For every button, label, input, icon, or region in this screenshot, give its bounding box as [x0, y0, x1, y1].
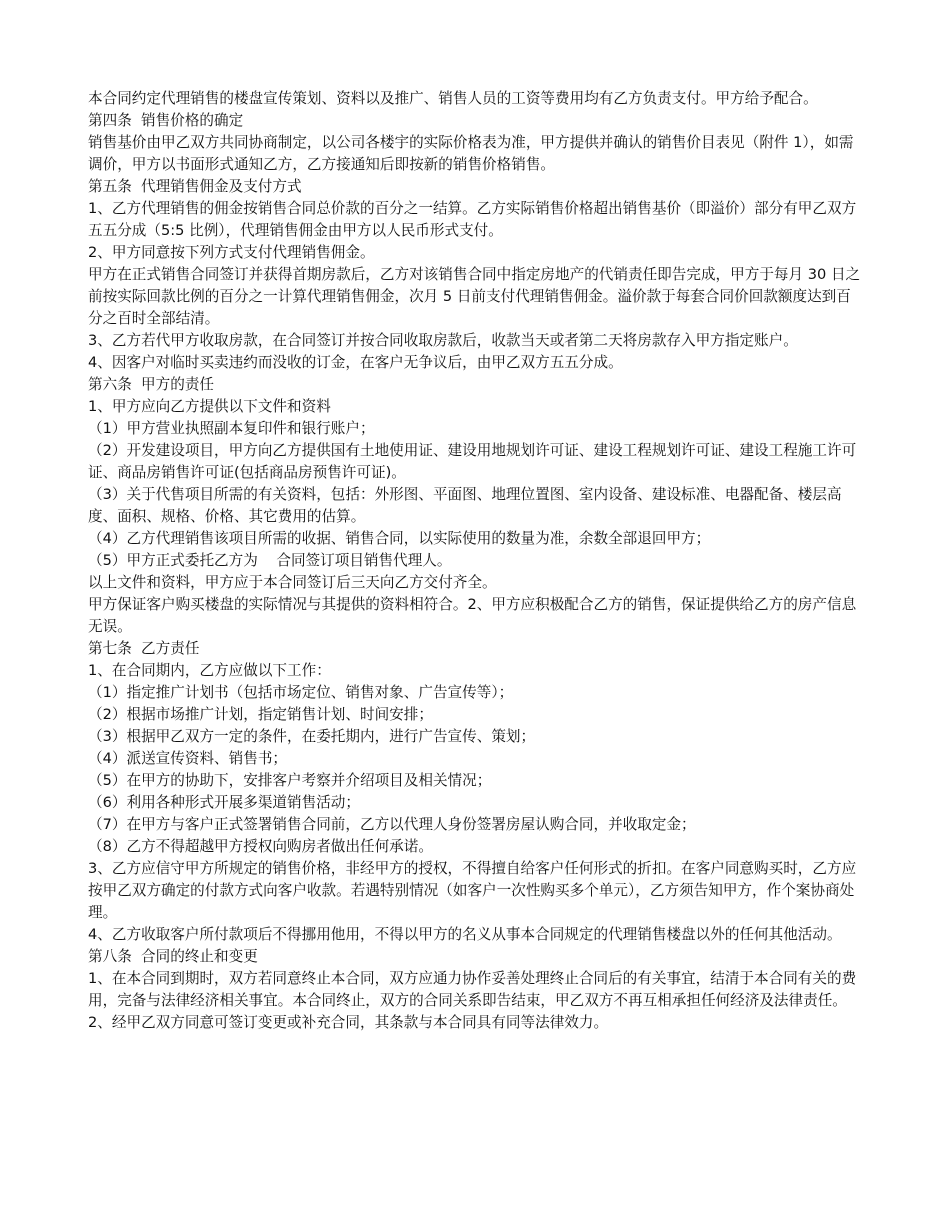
paragraph-forfeited-deposit: 4、因客户对临时买卖违约而没收的订金，在客户无争议后，由甲乙双方五五分成。 [88, 354, 623, 371]
paragraph-amendment: 2、经甲乙双方同意可签订变更或补充合同，其条款与本合同具有同等法律效力。 [88, 1014, 609, 1031]
list-item-no-promises: （8）乙方不得超越甲方授权向购房者做出任何承诺。 [88, 838, 433, 855]
list-item-receipts: （4）乙方代理销售该项目所需的收据、销售合同，以实际使用的数量为准，余数全部退回甲方； [88, 530, 711, 547]
heading-article-4: 第四条 销售价格的确定 [88, 112, 244, 129]
paragraph-party-b-work: 1、在合同期内，乙方应做以下工作： [88, 662, 331, 679]
heading-article-6: 第六条 甲方的责任 [88, 376, 215, 393]
paragraph-guarantee: 甲方保证客户购买楼盘的实际情况与其提供的资料相符合。2、甲方应积极配合乙方的销售，保证提供给乙方的房产信息无误。 [88, 596, 857, 635]
heading-article-5: 第五条 代理销售佣金及支付方式 [88, 178, 302, 195]
heading-article-7: 第七条 乙方责任 [88, 640, 200, 657]
paragraph-payment-schedule: 甲方在正式销售合同签订并获得首期房款后，乙方对该销售合同中指定房地产的代销责任即告完成，甲方于每月 30 日之前按实际回款比例的百分之一计算代理销售佣金，次月 5 日前支付代理销售佣金。溢价款于每套合同价回款额度达到百分之百时全部结清。 [88, 266, 861, 327]
list-item-permits: （2）开发建设项目，甲方向乙方提供国有土地使用证、建设用地规划许可证、建设工程规划许可证、建设工程施工许可证、商品房销售许可证(包括商品房预售许可证)。 [88, 442, 857, 481]
list-item-sales-plan: （2）根据市场推广计划，指定销售计划、时间安排； [88, 706, 433, 723]
paragraph-delivery-deadline: 以上文件和资料，甲方应于本合同签订后三天向乙方交付齐全。 [88, 574, 497, 591]
paragraph-base-price: 销售基价由甲乙双方共同协商制定，以公司各楼宇的实际价格表为准，甲方提供并确认的销售价目表见（附件 1），如需调价，甲方以书面形式通知乙方，乙方接通知后即按新的销售价格销售。 [88, 134, 854, 173]
paragraph-party-a-documents: 1、甲方应向乙方提供以下文件和资料 [88, 398, 331, 415]
paragraph-termination: 1、在本合同到期时，双方若同意终止本合同，双方应通力协作妥善处理终止合同后的有关事宜，结清于本合同有关的费用，完备与法律经济相关事宜。本合同终止，双方的合同关系即告结束，甲乙双方不再互相承担任何经济及法律责任。 [88, 970, 857, 1009]
paragraph-commission-rate: 1、乙方代理销售的佣金按销售合同总价款的百分之一结算。乙方实际销售价格超出销售基价（即溢价）部分有甲乙双方五五分成（5:5 比例），代理销售佣金由甲方以人民币形式支付。 [88, 200, 857, 239]
heading-article-8: 第八条 合同的终止和变更 [88, 948, 258, 965]
list-item-license: （1）甲方营业执照副本复印件和银行账户； [88, 420, 375, 437]
list-item-appointment: （5）甲方正式委托乙方为 合同签订项目销售代理人。 [88, 552, 452, 569]
list-item-promotion-plan: （1）指定推广计划书（包括市场定位、销售对象、广告宣传等）； [88, 684, 514, 701]
paragraph-price-compliance: 3、乙方应信守甲方所规定的销售价格，非经甲方的授权，不得擅自给客户任何形式的折扣。在客户同意购买时，乙方应按甲乙双方确定的付款方式向客户收款。若遇特别情况（如客户一次性购买多个单元），乙方须告知甲方，作个案协商处理。 [88, 860, 857, 921]
list-item-subscription-contract: （7）在甲方与客户正式签署销售合同前，乙方以代理人身份签署房屋认购合同，并收取定金； [88, 816, 696, 833]
document-page [88, 88, 863, 1034]
list-item-materials-delivery: （4）派送宣传资料、销售书； [88, 750, 288, 767]
paragraph-collect-payment: 3、乙方若代甲方收取房款，在合同签订并按合同收取房款后，收款当天或者第二天将房款存入甲方指定账户。 [88, 332, 798, 349]
list-item-customer-visits: （5）在甲方的协助下，安排客户考察并介绍项目及相关情况； [88, 772, 492, 789]
list-item-advertising: （3）根据甲乙双方一定的条件，在委托期内，进行广告宣传、策划； [88, 728, 536, 745]
paragraph-payment-method: 2、甲方同意按下列方式支付代理销售佣金。 [88, 244, 375, 261]
list-item-sales-channels: （6）利用各种形式开展多渠道销售活动； [88, 794, 360, 811]
list-item-project-materials: （3）关于代售项目所需的有关资料，包括：外形图、平面图、地理位置图、室内设备、建设标准、电器配备、楼层高度、面积、规格、价格、其它费用的估算。 [88, 486, 842, 525]
paragraph-expenses: 本合同约定代理销售的楼盘宣传策划、资料以及推广、销售人员的工资等费用均有乙方负责支付。甲方给予配合。 [88, 90, 818, 107]
paragraph-no-misuse: 4、乙方收取客户所付款项后不得挪用他用，不得以甲方的名义从事本合同规定的代理销售楼盘以外的任何其他活动。 [88, 926, 842, 943]
